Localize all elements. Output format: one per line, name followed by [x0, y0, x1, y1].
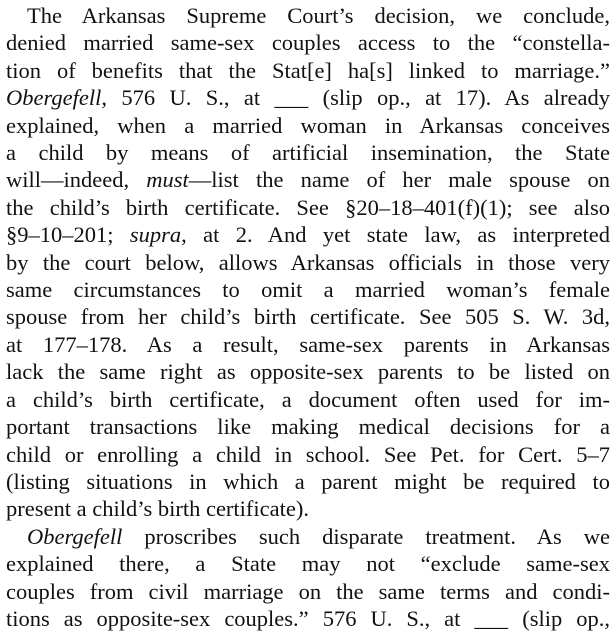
text-line — [6, 84, 610, 111]
italic-text-segment: must — [146, 167, 189, 193]
text-line — [6, 139, 610, 166]
text-segment: tion of benefits that the Stat[e] ha[s] linked to marriage.” — [6, 57, 610, 83]
text-segment: a child’s birth certificate, a document often used for im- — [6, 386, 610, 412]
text-line — [6, 194, 610, 221]
italic-text-segment: supra — [129, 222, 182, 248]
text-line — [6, 386, 610, 413]
italic-text-segment: Obergefell — [27, 523, 123, 549]
text-line — [6, 468, 610, 495]
text-line — [6, 276, 610, 303]
text-line — [6, 29, 610, 56]
text-segment: by the court below, allows Arkansas officials in those very — [6, 249, 610, 275]
text-line — [6, 495, 610, 522]
text-segment: at 177–178. As a result, same-sex parents in Arkansas — [6, 331, 610, 357]
text-line — [6, 523, 610, 550]
text-segment: explained, when a married woman in Arkansas conceives — [6, 112, 610, 138]
text-segment: (listing situations in which a parent might be required to — [6, 468, 610, 494]
text-segment: proscribes such disparate treatment. As we — [122, 523, 610, 549]
text-segment: will—indeed, — [6, 167, 147, 193]
text-line — [6, 221, 610, 248]
text-line — [6, 331, 610, 358]
text-line — [6, 441, 610, 468]
text-line — [6, 578, 610, 605]
text-segment: , 576 U. S., at ___ (slip op., at 17). As already — [101, 85, 610, 111]
text-segment: portant transactions like making medical decisions for a — [6, 414, 610, 440]
text-segment: , at 2. And yet state law, as interpreted — [181, 222, 610, 248]
text-line — [6, 605, 610, 632]
text-segment: the child’s birth certificate. See §20–18–401(f)(1); see also — [6, 194, 610, 220]
text-segment: present a child’s birth certificate). — [6, 496, 309, 522]
text-segment: denied married same-sex couples access to the “constella- — [6, 30, 610, 56]
text-line — [6, 413, 610, 440]
text-segment: lack the same right as opposite-sex parents to be listed on — [6, 359, 610, 385]
italic-text-segment: Obergefell — [6, 85, 102, 111]
text-segment: couples from civil marriage on the same terms and condi- — [6, 578, 610, 604]
text-segment: spouse from her child’s birth certificate. See 505 S. W. 3d, — [6, 304, 610, 330]
text-segment: same circumstances to omit a married woman’s female — [6, 277, 610, 303]
text-line — [6, 303, 610, 330]
text-segment: —list the name of her male spouse on — [188, 167, 610, 193]
text-segment: explained there, a State may not “exclude same-sex — [6, 551, 610, 577]
text-line — [6, 358, 610, 385]
opinion-text — [6, 2, 610, 632]
text-segment: tions as opposite-sex couples.” 576 U. S., at ___ (slip op., — [6, 605, 610, 631]
text-segment: The Arkansas Supreme Court’s decision, we conclude, — [27, 3, 610, 28]
text-segment: child or enrolling a child in school. See Pet. for Cert. 5–7 — [6, 441, 610, 467]
text-line — [6, 166, 610, 193]
text-line — [6, 550, 610, 577]
text-line — [6, 57, 610, 84]
text-line — [6, 112, 610, 139]
text-segment: §9–10–201; — [6, 222, 130, 248]
text-line — [6, 2, 610, 29]
text-segment: a child by means of artificial insemination, the State — [6, 140, 610, 166]
text-line — [6, 249, 610, 276]
